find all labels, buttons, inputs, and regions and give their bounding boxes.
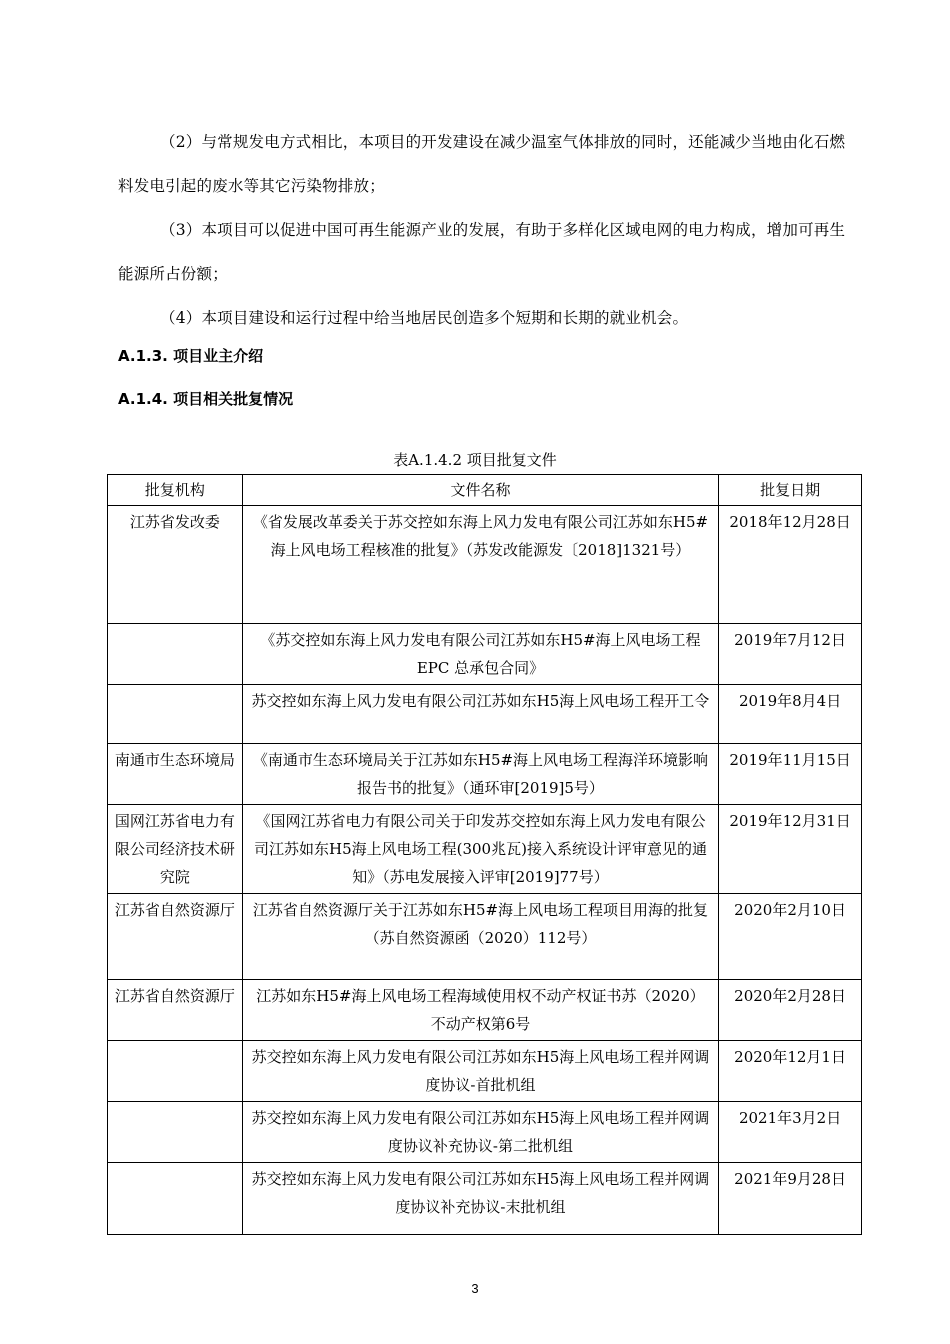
- cell-doc: 苏交控如东海上风力发电有限公司江苏如东H5海上风电场工程开工令: [242, 685, 718, 744]
- header-doc: 文件名称: [242, 475, 718, 506]
- cell-doc: 江苏如东H5#海上风电场工程海域使用权不动产权证书苏（2020）不动产权第6号: [242, 980, 718, 1041]
- cell-doc: 苏交控如东海上风力发电有限公司江苏如东H5海上风电场工程并网调度协议补充协议-第二批机组: [242, 1102, 718, 1163]
- cell-doc: 《南通市生态环境局关于江苏如东H5#海上风电场工程海洋环境影响报告书的批复》（通环审[2019]5号）: [242, 744, 718, 805]
- cell-date: 2018年12月28日: [719, 506, 862, 624]
- table-row: [108, 1102, 862, 1163]
- cell-doc: 江苏省自然资源厅关于江苏如东H5#海上风电场工程项目用海的批复（苏自然资源函（2020）112号）: [242, 894, 718, 980]
- cell-date: 2021年9月28日: [719, 1163, 862, 1235]
- cell-org: 南通市生态环境局: [108, 744, 243, 805]
- cell-org: 江苏省发改委: [108, 506, 243, 624]
- cell-doc: 苏交控如东海上风力发电有限公司江苏如东H5海上风电场工程并网调度协议补充协议-末批机组: [242, 1163, 718, 1235]
- section-heading-approvals: A.1.4. 项目相关批复情况: [118, 390, 294, 408]
- paragraph-4: （4）本项目建设和运行过程中给当地居民创造多个短期和长期的就业机会。: [160, 309, 689, 327]
- cell-doc: 《省发展改革委关于苏交控如东海上风力发电有限公司江苏如东H5#海上风电场工程核准的批复》（苏发改能源发〔2018]1321号）: [242, 506, 718, 624]
- table-row: [108, 1163, 862, 1235]
- table-caption: 表A.1.4.2 项目批复文件: [393, 451, 557, 469]
- cell-doc: 苏交控如东海上风力发电有限公司江苏如东H5海上风电场工程并网调度协议-首批机组: [242, 1041, 718, 1102]
- table-row: [108, 506, 862, 624]
- cell-org: [108, 624, 243, 685]
- cell-org: [108, 1163, 243, 1235]
- paragraph-2: （2）与常规发电方式相比，本项目的开发建设在减少温室气体排放的同时，还能减少当地由化石燃料发电引起的废水等其它污染物排放；: [118, 133, 846, 195]
- cell-doc: 《苏交控如东海上风力发电有限公司江苏如东H5#海上风电场工程EPC 总承包合同》: [242, 624, 718, 685]
- page-number: 3: [471, 1281, 479, 1296]
- cell-date: 2020年2月10日: [719, 894, 862, 980]
- cell-org: [108, 1102, 243, 1163]
- paragraph-3: （3）本项目可以促进中国可再生能源产业的发展，有助于多样化区域电网的电力构成，增加可再生能源所占份额；: [118, 221, 846, 283]
- section-heading-owner: A.1.3. 项目业主介绍: [118, 347, 264, 365]
- cell-doc: 《国网江苏省电力有限公司关于印发苏交控如东海上风力发电有限公司江苏如东H5海上风电场工程(300兆瓦)接入系统设计评审意见的通知》（苏电发展接入评审[2019]77号）: [242, 805, 718, 894]
- approval-table: [107, 474, 862, 1235]
- cell-org: 江苏省自然资源厅: [108, 980, 243, 1041]
- table-row: [108, 624, 862, 685]
- cell-date: 2021年3月2日: [719, 1102, 862, 1163]
- cell-date: 2019年11月15日: [719, 744, 862, 805]
- table-row: [108, 744, 862, 805]
- cell-date: 2019年7月12日: [719, 624, 862, 685]
- table-header-row: [108, 475, 862, 506]
- header-org: 批复机构: [108, 475, 243, 506]
- cell-org: 国网江苏省电力有限公司经济技术研究院: [108, 805, 243, 894]
- cell-date: 2020年2月28日: [719, 980, 862, 1041]
- header-date: 批复日期: [719, 475, 862, 506]
- table-row: [108, 894, 862, 980]
- cell-date: 2019年12月31日: [719, 805, 862, 894]
- cell-date: 2020年12月1日: [719, 1041, 862, 1102]
- table-row: [108, 980, 862, 1041]
- cell-date: 2019年8月4日: [719, 685, 862, 744]
- table-row: [108, 805, 862, 894]
- cell-org: [108, 685, 243, 744]
- table-row: [108, 685, 862, 744]
- table-row: [108, 1041, 862, 1102]
- cell-org: [108, 1041, 243, 1102]
- cell-org: 江苏省自然资源厅: [108, 894, 243, 980]
